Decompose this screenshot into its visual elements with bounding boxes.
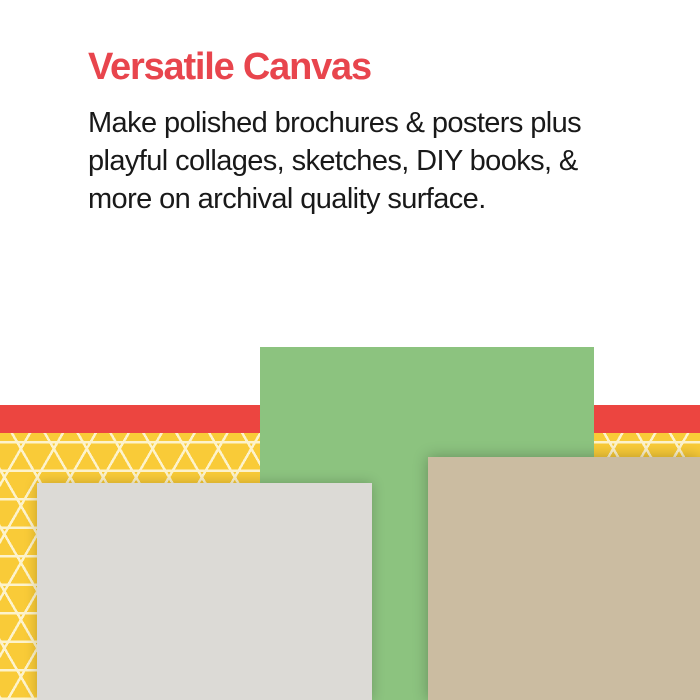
description-line-3: more on archival quality surface. <box>88 183 486 215</box>
gray-paper-sheet <box>37 483 372 700</box>
text-block <box>88 48 660 218</box>
page-title: Versatile Canvas <box>88 46 371 88</box>
description-line-2: playful collages, sketches, DIY books, & <box>88 145 578 177</box>
tan-paper-sheet <box>428 457 700 700</box>
description <box>88 104 660 218</box>
description-line-1: Make polished brochures & posters plus <box>88 107 582 139</box>
